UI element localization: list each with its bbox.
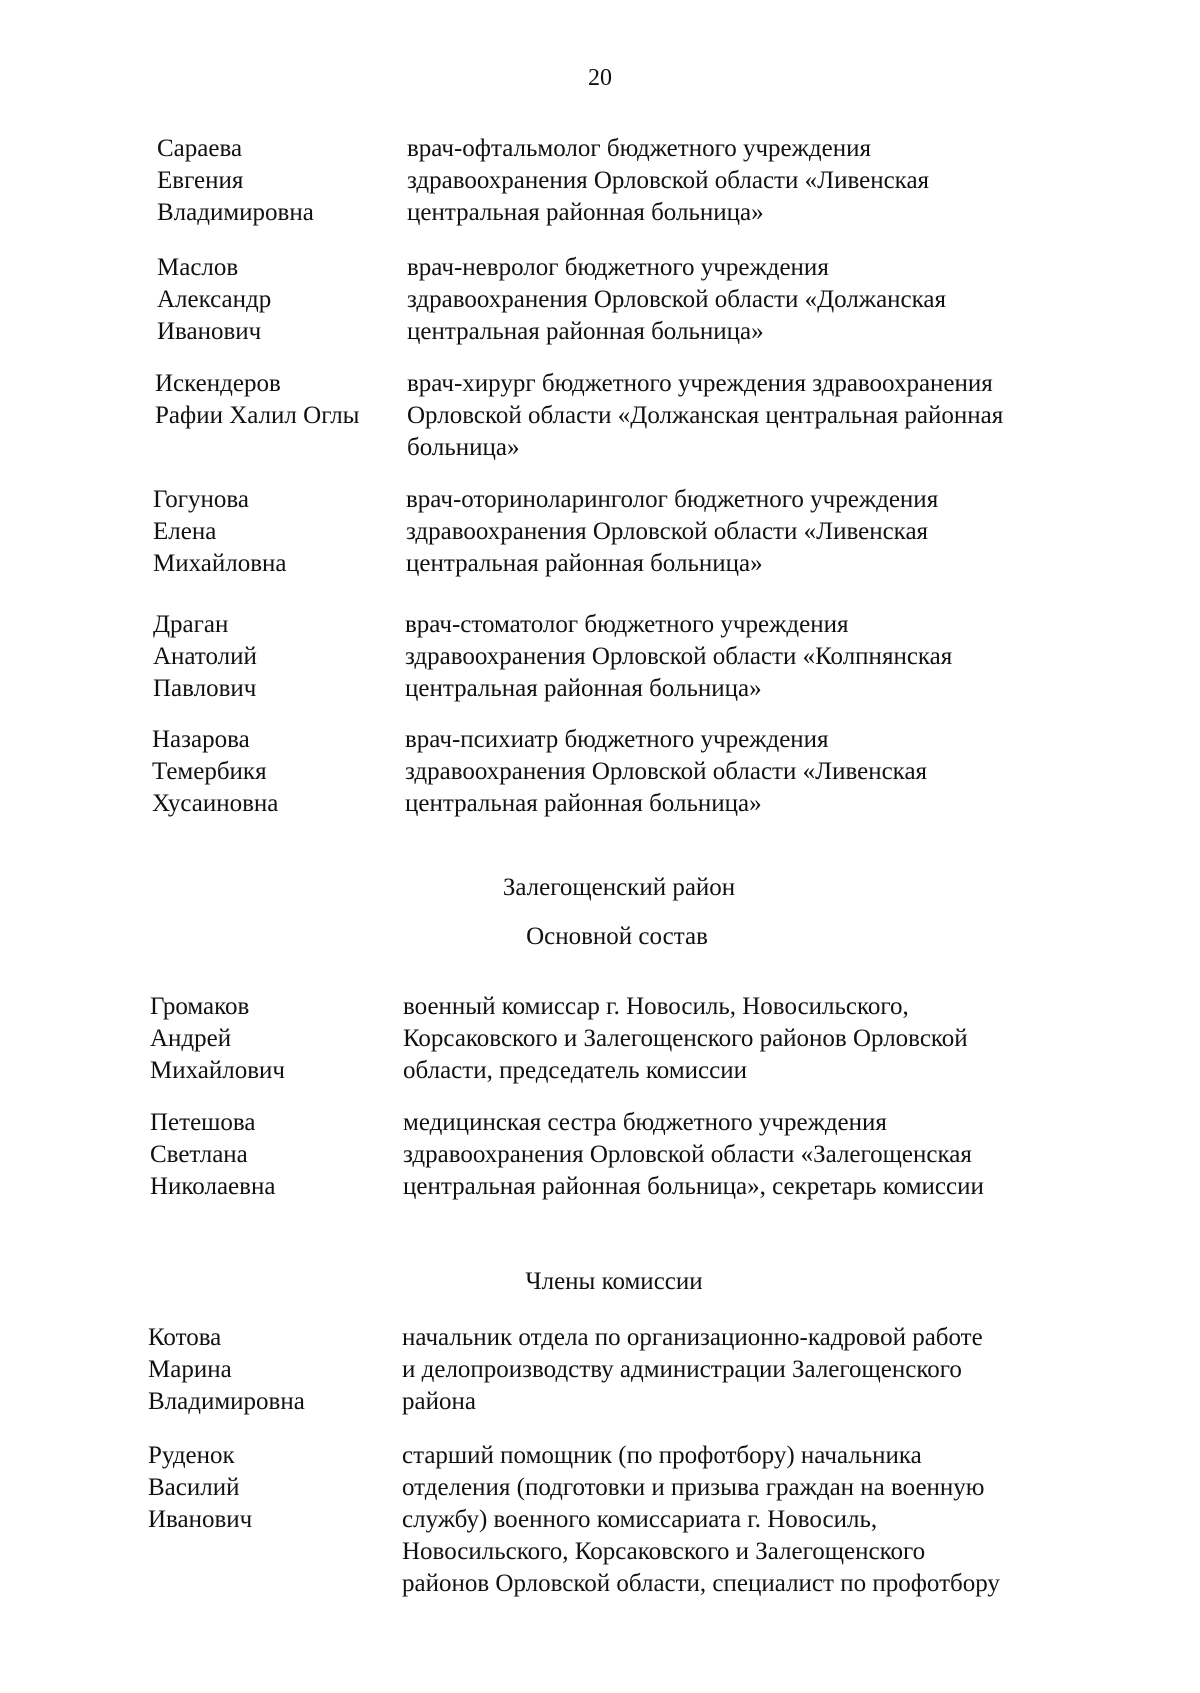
person-position bbox=[407, 368, 1107, 464]
first-name: Василий bbox=[148, 1474, 240, 1501]
district-heading: Залегощенский район bbox=[502, 874, 736, 901]
members-heading: Члены комиссии bbox=[525, 1268, 703, 1295]
person-name bbox=[148, 1440, 388, 1536]
position-line: Корсаковского и Залегощенского районов Орловской bbox=[403, 1025, 968, 1052]
position-line: службу) военного комиссариата г. Новосиль, bbox=[402, 1506, 878, 1533]
position-line: здравоохранения Орловской области «Колпнянская bbox=[405, 643, 953, 670]
person-position bbox=[405, 609, 1105, 705]
surname: Драган bbox=[153, 611, 229, 638]
position-line: района bbox=[402, 1388, 476, 1415]
person-name bbox=[153, 609, 393, 705]
position-line: центральная районная больница» bbox=[405, 790, 762, 817]
person-name bbox=[150, 991, 390, 1087]
position-line: районов Орловской области, специалист по профотбору bbox=[402, 1570, 1000, 1597]
first-name: Евгения bbox=[157, 167, 244, 194]
position-line: медицинская сестра бюджетного учреждения bbox=[403, 1109, 887, 1136]
position-line: военный комиссар г. Новосиль, Новосильского, bbox=[403, 993, 909, 1020]
patronymic: Владимировна bbox=[148, 1388, 305, 1415]
first-name: Елена bbox=[153, 518, 217, 545]
position-line: здравоохранения Орловской области «Залегощенская bbox=[403, 1141, 972, 1168]
person-name bbox=[155, 368, 395, 432]
position-line: старший помощник (по профотбору) начальника bbox=[402, 1442, 922, 1469]
person-name bbox=[148, 1322, 388, 1418]
first-name: Рафии Халил Оглы bbox=[155, 402, 360, 429]
position-line: центральная районная больница» bbox=[405, 675, 762, 702]
surname: Петешова bbox=[150, 1109, 256, 1136]
person-position bbox=[406, 484, 1106, 580]
patronymic: Хусаиновна bbox=[152, 790, 279, 817]
position-line: начальник отдела по организационно-кадровой работе bbox=[402, 1324, 983, 1351]
surname: Назарова bbox=[152, 726, 250, 753]
position-line: центральная районная больница» bbox=[407, 318, 764, 345]
position-line: Орловской области «Должанская центральная районная bbox=[407, 402, 1004, 429]
first-name: Анатолий bbox=[153, 643, 257, 670]
patronymic: Владимировна bbox=[157, 199, 314, 226]
patronymic: Иванович bbox=[157, 318, 262, 345]
position-line: и делопроизводству администрации Залегощенского bbox=[402, 1356, 962, 1383]
person-name bbox=[150, 1107, 390, 1203]
position-line: области, председатель комиссии bbox=[403, 1057, 747, 1084]
patronymic: Михайловна bbox=[153, 550, 287, 577]
surname: Руденок bbox=[148, 1442, 235, 1469]
position-line: врач-невролог бюджетного учреждения bbox=[407, 254, 829, 281]
position-line: отделения (подготовки и призыва граждан на военную bbox=[402, 1474, 985, 1501]
position-line: врач-психиатр бюджетного учреждения bbox=[405, 726, 829, 753]
position-line: центральная районная больница» bbox=[407, 199, 764, 226]
person-name bbox=[157, 133, 397, 229]
position-line: Новосильского, Корсаковского и Залегощенского bbox=[402, 1538, 926, 1565]
first-name: Андрей bbox=[150, 1025, 232, 1052]
position-line: врач-стоматолог бюджетного учреждения bbox=[405, 611, 849, 638]
person-position bbox=[407, 252, 1107, 348]
position-line: врач-хирург бюджетного учреждения здравоохранения bbox=[407, 370, 993, 397]
surname: Сараева bbox=[157, 135, 243, 162]
position-line: врач-оториноларинголог бюджетного учреждения bbox=[406, 486, 939, 513]
page-number: 20 bbox=[588, 65, 612, 91]
person-position bbox=[405, 724, 1105, 820]
person-position bbox=[402, 1440, 1102, 1600]
person-name bbox=[153, 484, 393, 580]
person-position bbox=[403, 991, 1103, 1087]
surname: Котова bbox=[148, 1324, 222, 1351]
patronymic: Михайлович bbox=[150, 1057, 285, 1084]
position-line: здравоохранения Орловской области «Ливенская bbox=[407, 167, 930, 194]
patronymic: Иванович bbox=[148, 1506, 253, 1533]
first-name: Светлана bbox=[150, 1141, 248, 1168]
person-name bbox=[157, 252, 397, 348]
person-position bbox=[403, 1107, 1103, 1203]
surname: Громаков bbox=[150, 993, 250, 1020]
position-line: больница» bbox=[407, 434, 520, 461]
person-name bbox=[152, 724, 392, 820]
first-name: Темербикя bbox=[152, 758, 267, 785]
person-position bbox=[402, 1322, 1102, 1418]
position-line: здравоохранения Орловской области «Ливенская bbox=[406, 518, 929, 545]
position-line: здравоохранения Орловской области «Ливенская bbox=[405, 758, 928, 785]
first-name: Марина bbox=[148, 1356, 232, 1383]
position-line: врач-офтальмолог бюджетного учреждения bbox=[407, 135, 871, 162]
surname: Искендеров bbox=[155, 370, 281, 397]
surname: Маслов bbox=[157, 254, 239, 281]
position-line: здравоохранения Орловской области «Должанская bbox=[407, 286, 947, 313]
patronymic: Николаевна bbox=[150, 1173, 276, 1200]
first-name: Александр bbox=[157, 286, 272, 313]
main-composition-heading: Основной состав bbox=[526, 923, 708, 950]
position-line: центральная районная больница» bbox=[406, 550, 763, 577]
person-position bbox=[407, 133, 1107, 229]
position-line: центральная районная больница», секретарь комиссии bbox=[403, 1173, 984, 1200]
patronymic: Павлович bbox=[153, 675, 257, 702]
surname: Гогунова bbox=[153, 486, 249, 513]
